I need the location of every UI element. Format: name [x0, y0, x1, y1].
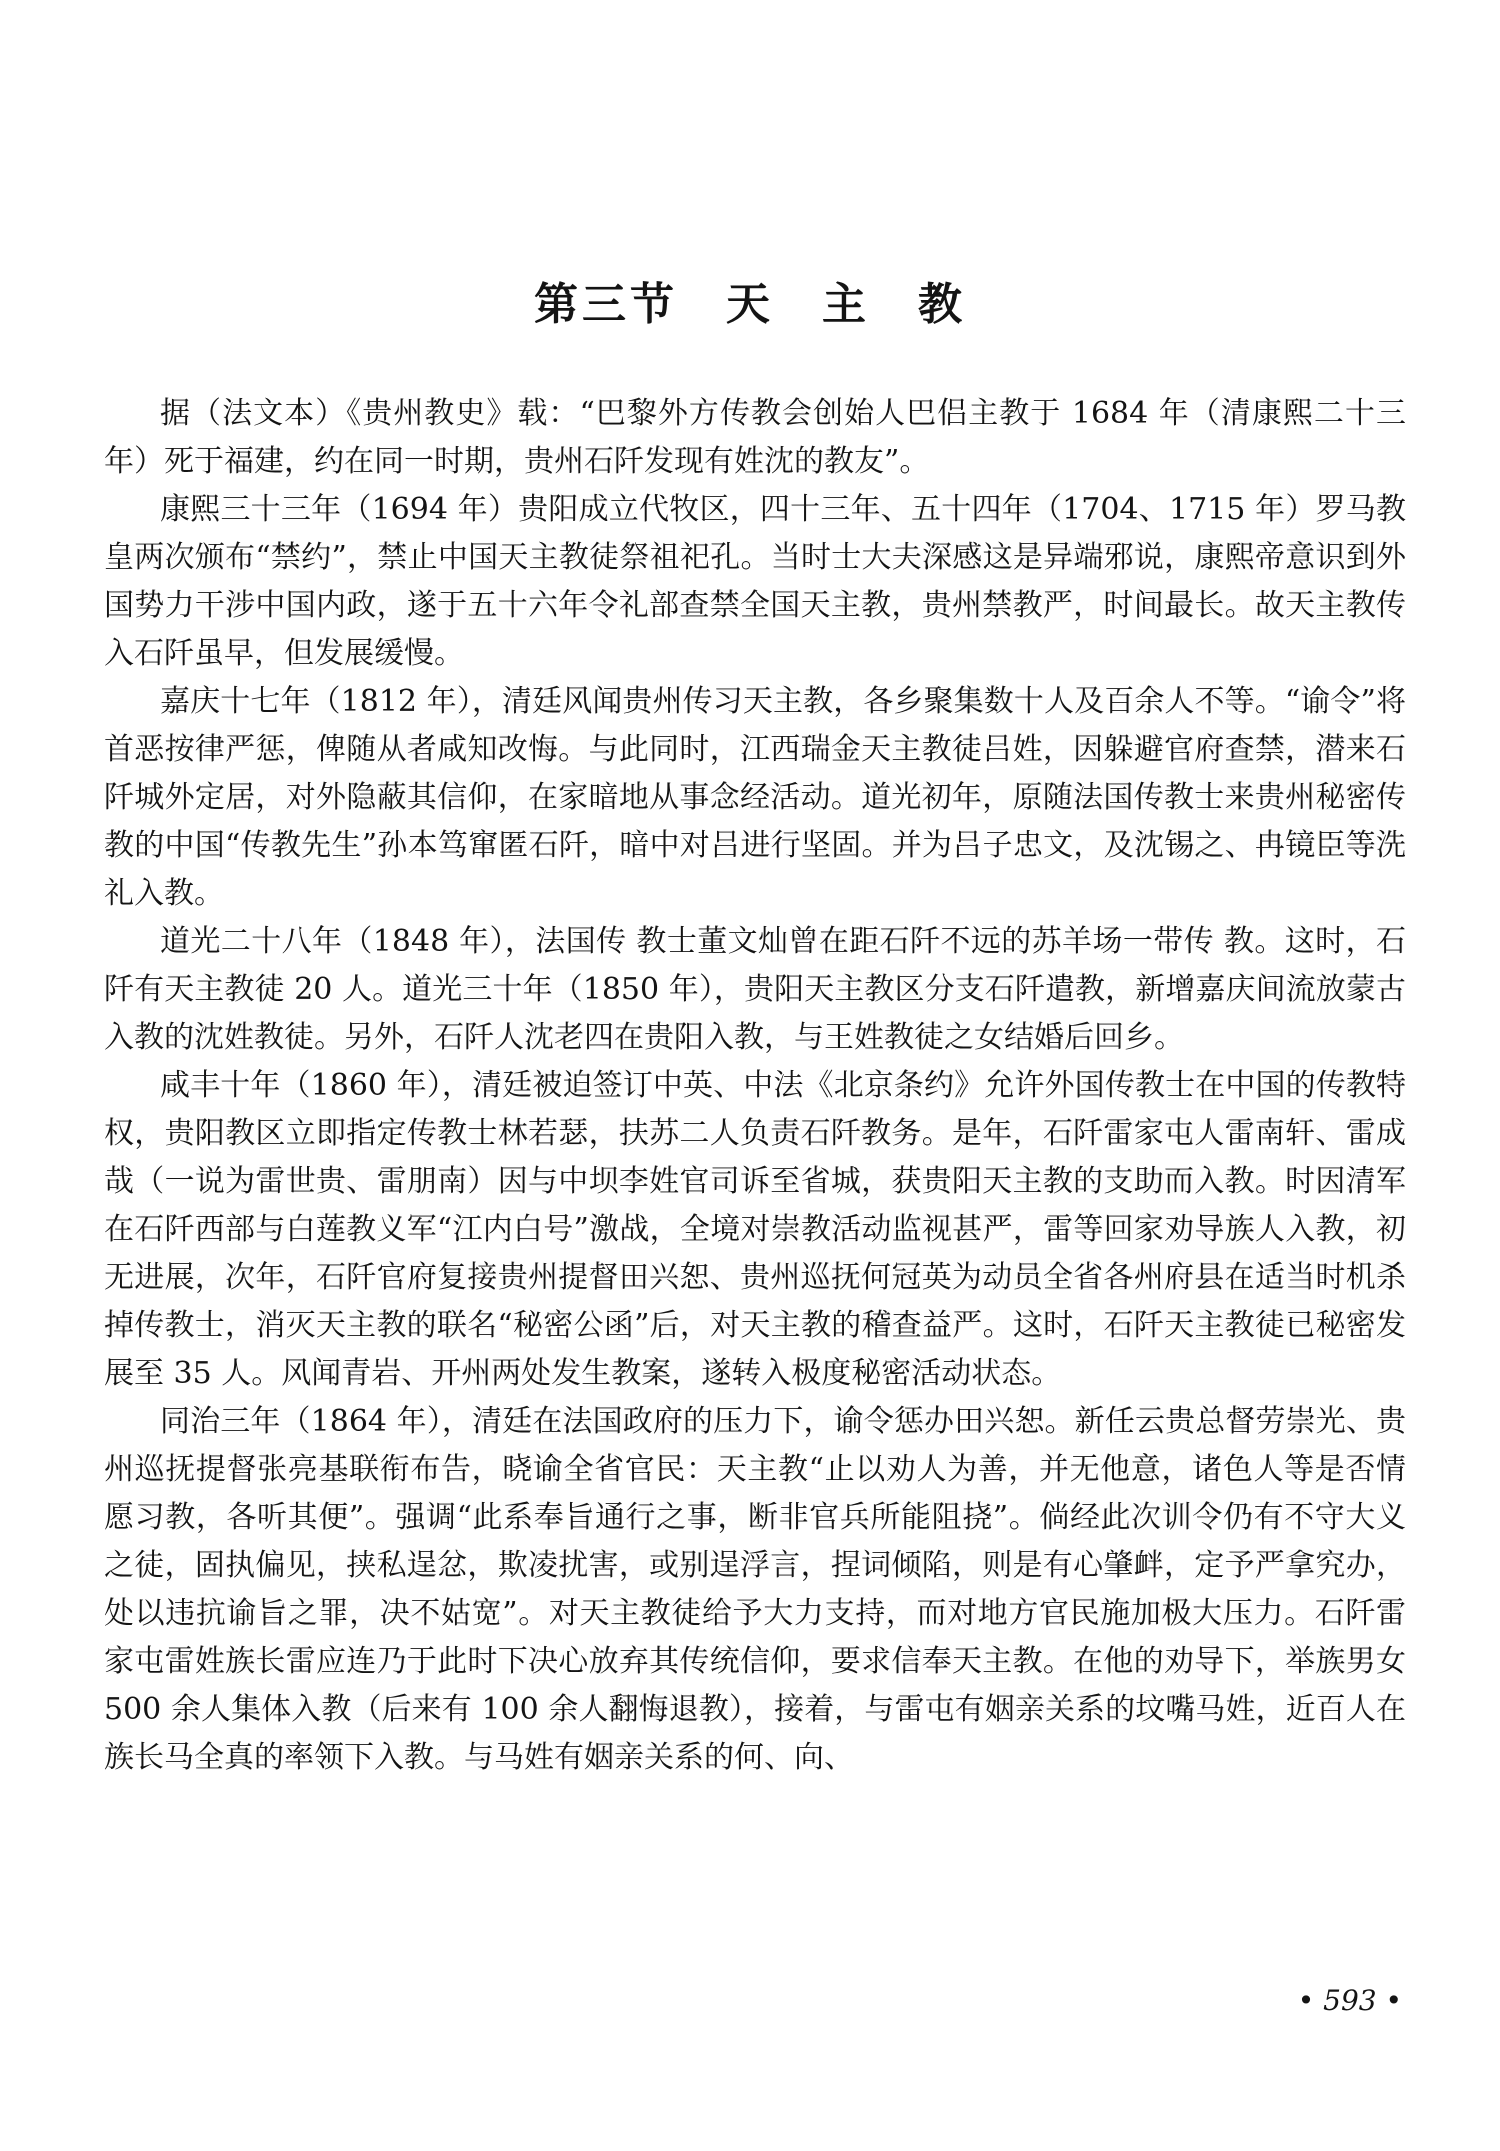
- paragraph: 同治三年（1864 年），清廷在法国政府的压力下，谕令惩办田兴恕。新任云贵总督劳崇光、贵州巡抚提督张亮基联衔布告，晓谕全省官民：天主教“止以劝人为善，并无他意，诸色人等是否情愿习教，各听其便”。强调“此系奉旨通行之事，断非官兵所能阻挠”。倘经此次训令仍有不守大义之徒，固执偏见，挟私逞忿，欺凌扰害，或别逞浮言，捏词倾陷，则是有心肇衅，定予严拿究办，处以违抗谕旨之罪，决不姑宽”。对天主教徒给予大力支持，而对地方官民施加极大压力。石阡雷家屯雷姓族长雷应连乃于此时下决心放弃其传统信仰，要求信奉天主教。在他的劝导下，举族男女 500 余人集体入教（后来有 100 余人翻悔退教），接着，与雷屯有姻亲关系的坟嘴马姓，近百人在族长马全真的率领下入教。与马姓有姻亲关系的何、向、: [104, 1404, 1406, 1775]
- body-text: [104, 390, 1406, 1782]
- section-title: 第三节 天 主 教: [534, 279, 966, 330]
- page-number: • 593 •: [1297, 1984, 1402, 2017]
- paragraph: 咸丰十年（1860 年），清廷被迫签订中英、中法《北京条约》允许外国传教士在中国的传教特权，贵阳教区立即指定传教士林若瑟，扶苏二人负责石阡教务。是年，石阡雷家屯人雷南轩、雷成哉（一说为雷世贵、雷朋南）因与中坝李姓官司诉至省城，获贵阳天主教的支助而入教。时因清军在石阡西部与白莲教义军“江内白号”激战，全境对崇教活动监视甚严，雷等回家劝导族人入教，初无进展，次年，石阡官府复接贵州提督田兴恕、贵州巡抚何冠英为动员全省各州府县在适当时机杀掉传教士，消灭天主教的联名“秘密公函”后，对天主教的稽查益严。这时，石阡天主教徒已秘密发展至 35 人。风闻青岩、开州两处发生教案，遂转入极度秘密活动状态。: [104, 1068, 1406, 1391]
- paragraph: 康熙三十三年（1694 年）贵阳成立代牧区，四十三年、五十四年（1704、1715 年）罗马教皇两次颁布“禁约”，禁止中国天主教徒祭祖祀孔。当时士大夫深感这是异端邪说，康熙帝意识到外国势力干涉中国内政，遂于五十六年令礼部查禁全国天主教，贵州禁教严，时间最长。故天主教传入石阡虽早，但发展缓慢。: [104, 492, 1406, 671]
- paragraph: 据（法文本）《贵州教史》载：“巴黎外方传教会创始人巴侣主教于 1684 年（清康熙二十三年）死于福建，约在同一时期，贵州石阡发现有姓沈的教友”。: [104, 396, 1406, 479]
- paragraph: 道光二十八年（1848 年），法国传 教士董文灿曾在距石阡不远的苏羊场一带传 教。这时，石阡有天主教徒 20 人。道光三十年（1850 年），贵阳天主教区分支石阡遣教，新增嘉庆间流放蒙古入教的沈姓教徒。另外，石阡人沈老四在贵阳入教，与王姓教徒之女结婚后回乡。: [104, 924, 1406, 1055]
- paragraph: 嘉庆十七年（1812 年），清廷风闻贵州传习天主教，各乡聚集数十人及百余人不等。“谕令”将首恶按律严惩，俾随从者咸知改悔。与此同时，江西瑞金天主教徒吕姓，因躲避官府查禁，潜来石阡城外定居，对外隐蔽其信仰，在家暗地从事念经活动。道光初年，原随法国传教士来贵州秘密传教的中国“传教先生”孙本笃窜匿石阡，暗中对吕进行坚固。并为吕子忠文，及沈锡之、冉镜臣等洗礼入教。: [104, 684, 1406, 911]
